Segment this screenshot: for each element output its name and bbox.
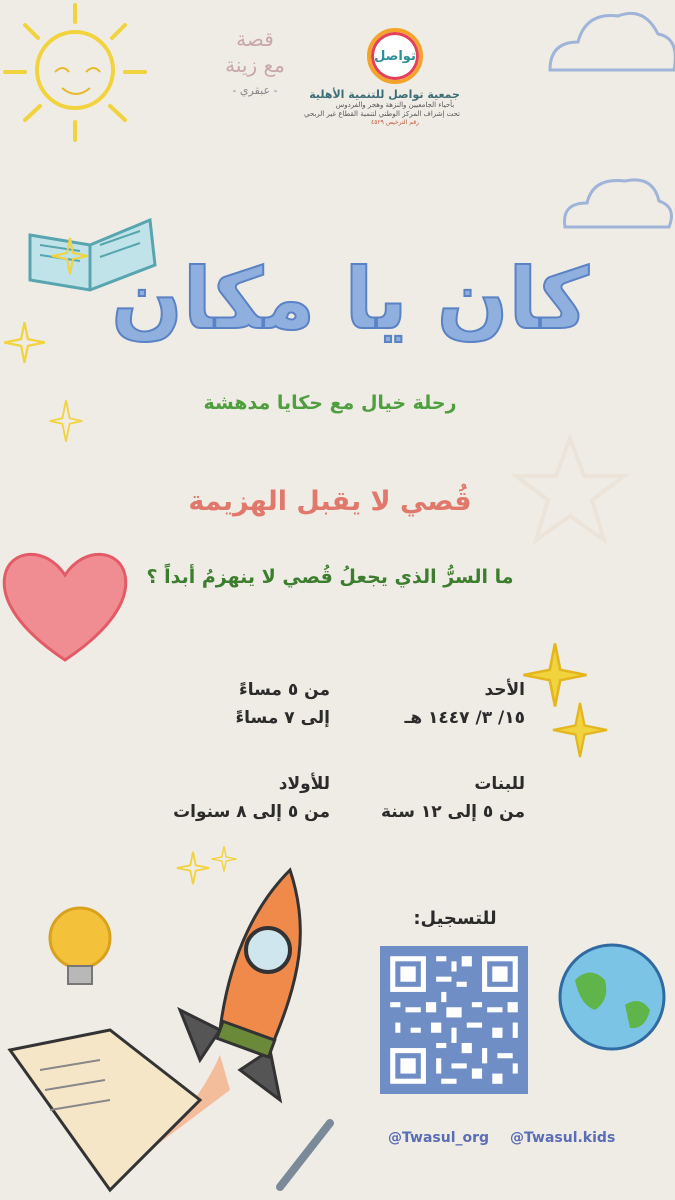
- schedule-time-to: إلى ٧ مساءً: [235, 708, 330, 728]
- sparkle-icon: [48, 398, 84, 444]
- schedule-date-block: [375, 676, 525, 732]
- qissa-logo: [205, 26, 305, 97]
- sparkle-icon: [2, 320, 47, 365]
- cloud-icon: [555, 165, 675, 245]
- story-question: ما السرُّ الذي يجعلُ قُصي لا ينهزمُ أبداً ؟: [146, 566, 514, 588]
- sparkle-icon: [550, 700, 610, 760]
- qissa-logo-line2: مع زينة: [225, 53, 285, 77]
- sun-icon: [0, 0, 170, 170]
- main-title: كان يا مكان: [111, 250, 589, 348]
- qr-pattern: [380, 946, 528, 1094]
- heart-icon: [0, 540, 130, 670]
- story-title: قُصي لا يقبل الهزيمة: [188, 486, 472, 517]
- audience-girls: [345, 770, 525, 826]
- org-neighborhoods: بأحياء الجامعيين والنزهة وهجر والفردوس: [335, 101, 455, 109]
- org-name: جمعية تواصل للتنمية الأهلية: [309, 88, 460, 101]
- audience-boys: [150, 770, 330, 826]
- pencil-icon: [270, 1115, 340, 1195]
- twasul-logo-mark: [367, 28, 423, 84]
- schedule-time-from: من ٥ مساءً: [239, 680, 330, 700]
- subtitle: رحلة خيال مع حكايا مدهشة: [203, 392, 457, 414]
- twasul-logo: [304, 28, 460, 126]
- twasul-logo-word: تواصل: [374, 48, 416, 64]
- org-supervision: تحت إشراف المركز الوطني لتنمية القطاع غير الربحي: [304, 110, 460, 118]
- schedule-date: ١٥/ ٣/ ١٤٤٧ هـ: [404, 708, 525, 728]
- audience-boys-age: من ٥ إلى ٨ سنوات: [173, 802, 330, 822]
- light-bulb-icon: [40, 900, 120, 1000]
- qissa-logo-line1: قصة: [236, 27, 274, 51]
- social-handle-kids[interactable]: @Twasul.kids: [510, 1130, 616, 1146]
- book-icon: [0, 990, 240, 1200]
- registration-qr-code[interactable]: [380, 946, 528, 1094]
- org-license: رقم الترخيص ٤٥٢٩: [371, 119, 419, 126]
- qissa-logo-tagline: - عبقري -: [232, 84, 278, 97]
- cloud-icon: [540, 0, 675, 95]
- register-label: للتسجيل:: [413, 908, 497, 929]
- social-handle-org[interactable]: @Twasul_org: [388, 1130, 490, 1146]
- audience-boys-label: للأولاد: [278, 774, 330, 794]
- audience-girls-label: للبنات: [474, 774, 525, 794]
- schedule-day: الأحد: [484, 680, 525, 700]
- schedule-time-block: [180, 676, 330, 732]
- audience-girls-age: من ٥ إلى ١٢ سنة: [380, 802, 525, 822]
- earth-icon: [555, 940, 670, 1055]
